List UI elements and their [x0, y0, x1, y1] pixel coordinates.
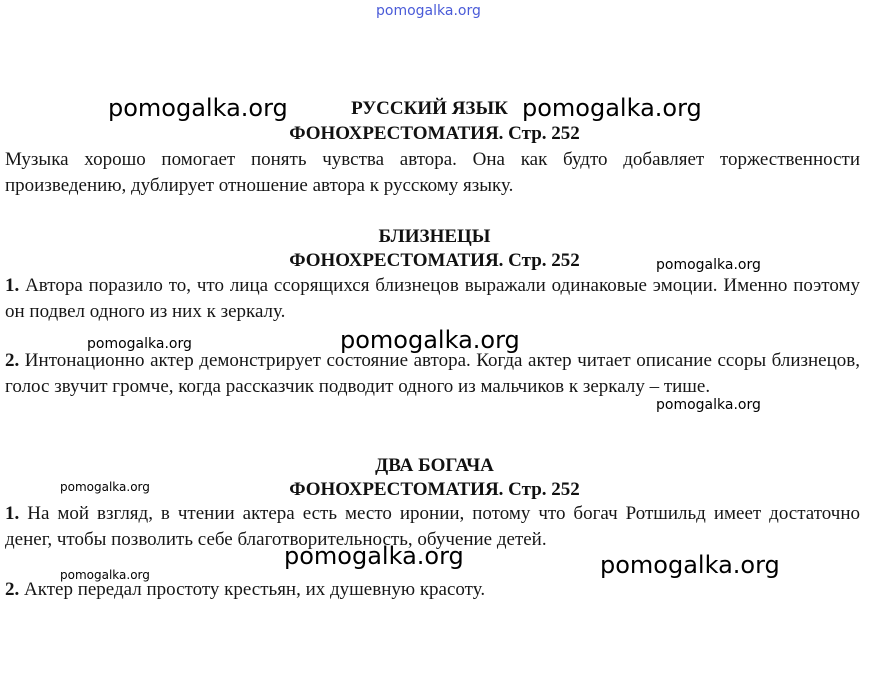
watermark: pomogalka.org: [656, 397, 761, 413]
item-number: 1.: [5, 275, 20, 296]
watermark: pomogalka.org: [60, 480, 150, 494]
item-number: 2.: [5, 350, 20, 371]
item-text: Автора поразило то, что лица ссорящихся близнецов выражали одинаковые эмоции. Именно поэтому он подвел одного из них к зеркалу.: [5, 275, 860, 322]
page-subtitle: ФОНОХРЕСТОМАТИЯ. Стр. 252: [289, 123, 580, 144]
watermark: pomogalka.org: [60, 568, 150, 582]
watermark: pomogalka.org: [108, 94, 288, 122]
section-subtitle-dva-bogacha: ФОНОХРЕСТОМАТИЯ. Стр. 252: [289, 479, 580, 500]
item-number: 2.: [5, 579, 20, 600]
watermark: pomogalka.org: [87, 336, 192, 352]
watermark: pomogalka.org: [656, 257, 761, 273]
watermark: pomogalka.org: [522, 94, 702, 122]
item-text: Актер передал простоту крестьян, их душевную красоту.: [19, 579, 486, 600]
section1-item1: [5, 273, 860, 325]
section-title-bliznetsy: БЛИЗНЕЦЫ: [378, 226, 491, 247]
watermark: pomogalka.org: [284, 542, 464, 570]
watermark: pomogalka.org: [340, 326, 520, 354]
item-number: 1.: [5, 503, 20, 524]
watermark-top: pomogalka.org: [376, 3, 481, 19]
item-text: На мой взгляд, в чтении актера есть место иронии, потому что богач Ротшильд имеет достаточно денег, чтобы позволить себе благотворительность, обучение детей.: [5, 503, 860, 550]
section-subtitle-bliznetsy: ФОНОХРЕСТОМАТИЯ. Стр. 252: [289, 250, 580, 271]
item-text: Интонационно актер демонстрирует состояние автора. Когда актер читает описание ссоры близнецов, голос звучит громче, когда рассказчик подводит одного из мальчиков к зеркалу – тише.: [5, 350, 860, 397]
section1-item2: [5, 348, 860, 400]
page-subject-title: РУССКИЙ ЯЗЫК: [351, 98, 508, 119]
intro-paragraph: Музыка хорошо помогает понять чувства автора. Она как будто добавляет торжественности произведению, дублирует отношение автора к русскому языку.: [5, 149, 860, 196]
watermark: pomogalka.org: [600, 551, 780, 579]
section-title-dva-bogacha: ДВА БОГАЧА: [375, 455, 494, 476]
